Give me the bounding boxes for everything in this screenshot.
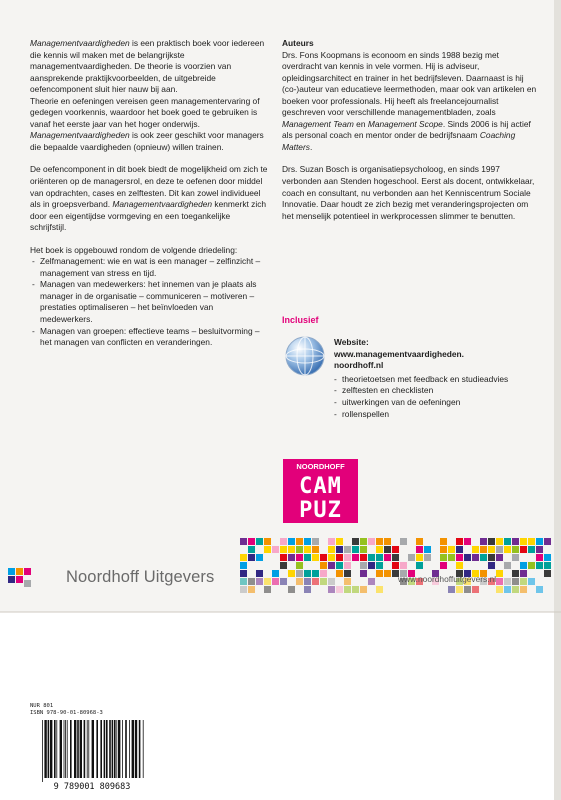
mosaic-tile [368, 538, 375, 545]
mosaic-tile [312, 554, 319, 561]
mosaic-tile [288, 554, 295, 561]
mosaic-tile [496, 546, 503, 553]
mosaic-tile [368, 554, 375, 561]
mosaic-tile [328, 586, 335, 593]
mosaic-tile [416, 554, 423, 561]
mosaic-tile [464, 554, 471, 561]
mosaic-tile [336, 538, 343, 545]
mosaic-tile [448, 546, 455, 553]
mosaic-tile [336, 570, 343, 577]
mosaic-tile [288, 570, 295, 577]
campus-logo-top: NOORDHOFF [296, 462, 345, 471]
mosaic-tile [304, 578, 311, 585]
mosaic-tile [320, 554, 327, 561]
mosaic-tile [488, 546, 495, 553]
inclusief-heading: Inclusief [282, 315, 319, 325]
mosaic-tile [336, 554, 343, 561]
mosaic-tile [312, 546, 319, 553]
mosaic-tile [520, 538, 527, 545]
mosaic-tile [464, 538, 471, 545]
mosaic-tile [328, 538, 335, 545]
mosaic-tile [384, 546, 391, 553]
mosaic-tile [296, 562, 303, 569]
mosaic-tile [280, 538, 287, 545]
mosaic-tile [392, 554, 399, 561]
publisher-logo-square [8, 576, 15, 583]
mosaic-tile [400, 538, 407, 545]
mosaic-tile [360, 554, 367, 561]
mosaic-tile [256, 578, 263, 585]
description-column [30, 38, 268, 349]
mosaic-tile [416, 562, 423, 569]
publisher-logo-square [24, 580, 31, 587]
globe-icon [284, 335, 326, 377]
mosaic-tile [488, 538, 495, 545]
mosaic-tile [328, 578, 335, 585]
mosaic-tile [520, 570, 527, 577]
mosaic-tile [320, 562, 327, 569]
mosaic-tile [296, 554, 303, 561]
mosaic-tile [392, 562, 399, 569]
mosaic-tile [448, 586, 455, 593]
website-url[interactable]: www.managementvaardigheden. noordhoff.nl [334, 348, 465, 371]
mosaic-tile [328, 562, 335, 569]
mosaic-tile [472, 546, 479, 553]
mosaic-tile [520, 578, 527, 585]
mosaic-tile [536, 546, 543, 553]
mosaic-tile [528, 578, 535, 585]
nur-code: NUR 801 [30, 703, 54, 709]
mosaic-tile [240, 538, 247, 545]
mosaic-tile [512, 546, 519, 553]
mosaic-tile [264, 578, 271, 585]
mosaic-tile [368, 562, 375, 569]
mosaic-tile [456, 554, 463, 561]
mosaic-tile [440, 562, 447, 569]
list-item: - uitwerkingen van de oefeningen [334, 397, 539, 409]
mosaic-tile [296, 578, 303, 585]
mosaic-tile [504, 538, 511, 545]
mosaic-tile [536, 554, 543, 561]
mosaic-tile [240, 554, 247, 561]
mosaic-tile [400, 562, 407, 569]
mosaic-tile [344, 562, 351, 569]
publisher-url[interactable]: www.noordhoffuitgevers.nl [398, 574, 497, 584]
mosaic-tile [544, 538, 551, 545]
mosaic-tile [384, 538, 391, 545]
mosaic-tile [456, 562, 463, 569]
mosaic-tile [272, 546, 279, 553]
mosaic-tile [352, 538, 359, 545]
mosaic-tile [424, 554, 431, 561]
website-block [334, 337, 539, 420]
mosaic-tile [304, 546, 311, 553]
mosaic-tile [528, 562, 535, 569]
mosaic-tile [416, 538, 423, 545]
mosaic-tile [272, 570, 279, 577]
mosaic-tile [544, 554, 551, 561]
mosaic-tile [504, 562, 511, 569]
mosaic-tile [440, 546, 447, 553]
mosaic-tile [384, 570, 391, 577]
publisher-name: Noordhoff Uitgevers [66, 568, 215, 586]
mosaic-tile [304, 538, 311, 545]
isbn-barcode [30, 718, 154, 792]
mosaic-tile [368, 578, 375, 585]
mosaic-tile [240, 578, 247, 585]
mosaic-tile [280, 578, 287, 585]
mosaic-tile [496, 586, 503, 593]
structure-paragraph: Het boek is opgebouwd rondom de volgende driedeling: [30, 244, 238, 255]
mosaic-tile [392, 546, 399, 553]
mosaic-tile [480, 538, 487, 545]
mosaic-tile [520, 562, 527, 569]
mosaic-tile [496, 554, 503, 561]
mosaic-tile [280, 554, 287, 561]
mosaic-tile [248, 538, 255, 545]
mosaic-tile [248, 586, 255, 593]
mosaic-tile [360, 586, 367, 593]
mosaic-tile [304, 570, 311, 577]
mosaic-tile [448, 554, 455, 561]
mosaic-tile [472, 554, 479, 561]
mosaic-tile [472, 586, 479, 593]
mosaic-tile [528, 546, 535, 553]
mosaic-tile [304, 586, 311, 593]
audience-paragraph: Theorie en oefeningen vereisen geen managementervaring of gedegen voorkennis, waardoor het boek goed te gebruiken is vanaf het eerste jaar van het hoger onderwijs. [30, 95, 260, 129]
nur-isbn-text [30, 703, 103, 717]
mosaic-tile [256, 570, 263, 577]
mosaic-tile [344, 586, 351, 593]
mosaic-tile [328, 554, 335, 561]
author-bio-koopmans: Drs. Fons Koopmans is econoom en sinds 1988 bezig met overdracht van kennis in vele vormen. Hij is adviseur, opleidingsarchitect en trainer in het bedrijfsleven. Daarnaast is hij (co-)auteur van educatieve leermethoden, maar ook van artikelen en boeken voor professionals. Hij heeft als freelancejournalist geschreven voor verschillende managementbladen, zoals Management Team en Management Scope. Sinds 2006 is hij actief als personal coach en mentor onder de bedrijfsnaam Coaching Matters. [282, 49, 537, 152]
managers-paragraph: Managementvaardigheden is ook zeer geschikt voor managers die bepaalde vaardigheden (opnieuw) willen trainen. [30, 130, 264, 152]
mosaic-tile [512, 578, 519, 585]
mosaic-tile [376, 562, 383, 569]
mosaic-tile [504, 546, 511, 553]
mosaic-tile [312, 538, 319, 545]
mosaic-tile [504, 578, 511, 585]
campus-logo-line1: CAM [299, 474, 342, 499]
mosaic-tile [456, 546, 463, 553]
mosaic-tile [376, 546, 383, 553]
mosaic-tile [248, 546, 255, 553]
isbn-code: ISBN 978-90-01-80968-3 [30, 710, 103, 716]
mosaic-tile [544, 562, 551, 569]
mosaic-tile [352, 546, 359, 553]
mosaic-tile [488, 554, 495, 561]
mosaic-tile [272, 578, 279, 585]
mosaic-tile [424, 546, 431, 553]
campus-logo-line2: PUZ [299, 498, 342, 523]
mosaic-tile [376, 538, 383, 545]
mosaic-tile [248, 578, 255, 585]
website-features-list [334, 374, 539, 420]
mosaic-tile [384, 554, 391, 561]
mosaic-tile [288, 546, 295, 553]
mosaic-tile [240, 586, 247, 593]
mosaic-tile [536, 538, 543, 545]
mosaic-tile [440, 554, 447, 561]
publisher-logo-square [8, 568, 15, 575]
mosaic-tile [488, 562, 495, 569]
mosaic-tile [528, 538, 535, 545]
exercise-paragraph: De oefencomponent in dit boek biedt de mogelijkheid om zich te oriënteren op de managersrol, en deze te oefenen door middel van opdrachten, cases en zelftesten. Dit kan zowel individueel als in groepsverband. Managementvaardigheden kenmerkt zich door een eigentijdse vormgeving en een toegankelijke schrijfstijl. [30, 164, 268, 233]
mosaic-tile [296, 546, 303, 553]
mosaic-tile [512, 538, 519, 545]
mosaic-tile [376, 570, 383, 577]
mosaic-tile [496, 570, 503, 577]
page-edge [554, 0, 561, 800]
mosaic-tile [320, 570, 327, 577]
mosaic-tile [256, 554, 263, 561]
list-item: - zelftesten en checklisten [334, 385, 539, 397]
mosaic-tile [320, 578, 327, 585]
list-item: - Managen van groepen: effectieve teams – besluitvorming – het managen van conflicten en veranderingen. [30, 326, 268, 349]
mosaic-tile [352, 554, 359, 561]
mosaic-tile [280, 546, 287, 553]
mosaic-tile [264, 538, 271, 545]
mosaic-tile [344, 546, 351, 553]
mosaic-tile [336, 546, 343, 553]
mosaic-tile [288, 538, 295, 545]
mosaic-tile [296, 570, 303, 577]
mosaic-tile [256, 538, 263, 545]
mosaic-tile [360, 570, 367, 577]
mosaic-tile [376, 554, 383, 561]
website-label: Website: [334, 337, 369, 347]
noordhoff-campuz-logo [283, 459, 358, 523]
mosaic-tile [304, 554, 311, 561]
list-item: - theorietoetsen met feedback en studieadvies [334, 374, 539, 386]
mosaic-tile [240, 562, 247, 569]
mosaic-tile [288, 586, 295, 593]
mosaic-tile [496, 538, 503, 545]
mosaic-tile [312, 578, 319, 585]
mosaic-tile [344, 554, 351, 561]
mosaic-tile [512, 586, 519, 593]
mosaic-tile [512, 570, 519, 577]
mosaic-tile [264, 586, 271, 593]
mosaic-tile [480, 554, 487, 561]
mosaic-tile [544, 570, 551, 577]
mosaic-tile [336, 562, 343, 569]
mosaic-tile [440, 538, 447, 545]
mosaic-tile [416, 546, 423, 553]
mosaic-tile [240, 570, 247, 577]
mosaic-tile [504, 586, 511, 593]
mosaic-tile [352, 586, 359, 593]
mosaic-tile [336, 586, 343, 593]
mosaic-tile [520, 586, 527, 593]
publisher-logo-square [16, 568, 23, 575]
mosaic-tile [264, 546, 271, 553]
mosaic-tile [496, 578, 503, 585]
mosaic-tile [328, 546, 335, 553]
barcode-digits: 9 789001 809683 [53, 782, 131, 792]
mosaic-tile [536, 586, 543, 593]
mosaic-tile [344, 570, 351, 577]
mosaic-tile [408, 554, 415, 561]
mosaic-tile [360, 546, 367, 553]
mosaic-tile [280, 562, 287, 569]
intro-paragraph: Managementvaardigheden is een praktisch boek voor iedereen die kennis wil maken met de belangrijkste managementvaardigheden. De theorie is voorzien van aansprekende praktijkvoorbeelden, de uitgebreide oefencomponent sluit hier nauw bij aan. [30, 38, 265, 95]
mosaic-tile [376, 586, 383, 593]
mosaic-tile [312, 570, 319, 577]
list-item: - Zelfmanagement: wie en wat is een manager – zelfinzicht – management van stress en tijd. [30, 256, 268, 279]
authors-heading: Auteurs [282, 38, 314, 48]
list-item: - rollenspellen [334, 409, 539, 421]
mosaic-tile [464, 586, 471, 593]
structure-list [30, 256, 268, 348]
mosaic-tile [360, 562, 367, 569]
mosaic-tile [296, 538, 303, 545]
list-item: - Managen van medewerkers: het innemen van je plaats als manager in de organisatie – communiceren – motiveren – prestaties optimaliseren – het beïnvloeden van medewerkers. [30, 279, 268, 325]
publisher-logo-square [16, 576, 23, 583]
publisher-logo-square [24, 568, 31, 575]
mosaic-tile [248, 554, 255, 561]
mosaic-tile [456, 538, 463, 545]
mosaic-tile [360, 538, 367, 545]
mosaic-tile [456, 586, 463, 593]
author-bio-bosch: Drs. Suzan Bosch is organisatiepsycholoog, en sinds 1997 verbonden aan Stenden hogeschool. Eerst als docent, ontwikkelaar, coach en consultant, nu verbonden aan het Kenniscentrum Sociale Innovatie. Daar houdt ze zich bezig met veranderingsprojecten om het menselijk potentieel in werkprocessen slimmer te benutten. [282, 164, 535, 221]
mosaic-tile [480, 546, 487, 553]
mosaic-tile [536, 562, 543, 569]
mosaic-tile [512, 554, 519, 561]
mosaic-tile [520, 546, 527, 553]
authors-column [282, 38, 540, 222]
mosaic-tile [344, 578, 351, 585]
